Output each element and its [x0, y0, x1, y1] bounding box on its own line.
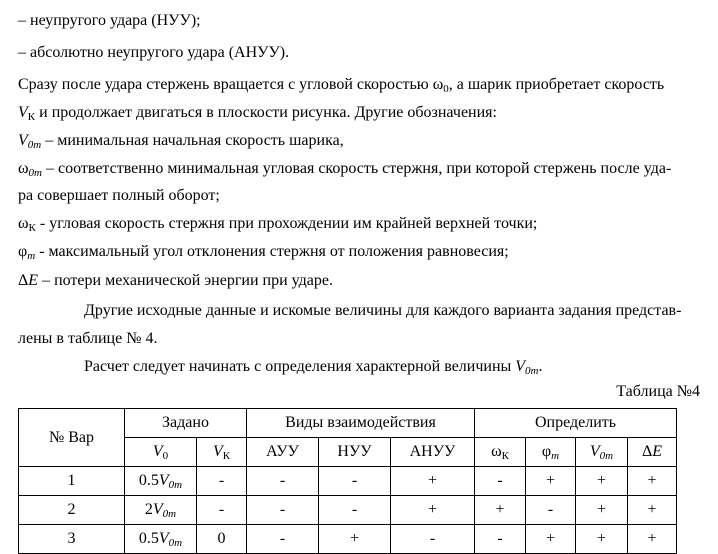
cell-wk: -	[475, 467, 526, 496]
cell-var: 1	[19, 467, 125, 496]
table-caption: Таблица №4	[616, 383, 700, 400]
definition-wk: $\omega_К$ - угловая скорость стержня при прохождении им крайней верхней точки;	[18, 215, 538, 234]
cell-wk: +	[475, 496, 526, 525]
header-var: № Вар	[19, 409, 125, 467]
paragraph-line: Расчет следует начинать с определения характерной величины $V_{0m}$.	[84, 358, 543, 377]
cell-de: +	[628, 525, 677, 554]
cell-var: 3	[19, 525, 125, 554]
list-item-nuu: – неупругого удара (НУУ);	[18, 12, 201, 29]
subheader-v0m: $V_{0m}$	[576, 438, 628, 467]
cell-auu: -	[247, 525, 319, 554]
list-item-anuu: – абсолютно неупругого удара (АНУУ).	[18, 44, 290, 61]
cell-de: +	[628, 496, 677, 525]
table-row	[19, 467, 677, 496]
subheader-de: ΔE	[628, 438, 677, 467]
cell-phim: +	[526, 467, 576, 496]
cell-vk: -	[197, 467, 247, 496]
cell-phim: +	[526, 525, 576, 554]
paragraph-line: лены в таблице № 4.	[18, 330, 158, 347]
cell-vk: 0	[197, 525, 247, 554]
cell-anuu: -	[391, 525, 475, 554]
paragraph-line: Сразу после удара стержень вращается с угловой скоростью $\omega_0$, а шарик приобретает скорость	[18, 76, 665, 95]
subheader-auu: АУУ	[247, 438, 319, 467]
header-interaction-types: Виды взаимодействия	[247, 409, 475, 438]
definition-w0m: $\omega_{0m}$ – соответственно минимальная угловая скорость стержня, при которой стержень после уда-	[18, 160, 672, 179]
table-row	[19, 496, 677, 525]
subheader-anuu: АНУУ	[391, 438, 475, 467]
definition-de: ΔE – потери механической энергии при ударе.	[18, 272, 333, 289]
cell-auu: -	[247, 496, 319, 525]
definition-phim: $\varphi_m$ - максимальный угол отклонения стержня от положения равновесия;	[18, 243, 509, 262]
table-header-row	[19, 409, 677, 438]
cell-nuu: -	[319, 496, 391, 525]
paragraph-line: $V_К$ и продолжает двигаться в плоскости рисунка. Другие обозначения:	[18, 104, 497, 123]
table-row	[19, 525, 677, 554]
definition-v0m: $V_{0m}$ – минимальная начальная скорость шарика,	[18, 132, 344, 151]
data-table	[18, 408, 677, 554]
cell-vk: -	[197, 496, 247, 525]
cell-v0m: +	[576, 496, 628, 525]
cell-anuu: +	[391, 467, 475, 496]
cell-de: +	[628, 467, 677, 496]
cell-v0m: +	[576, 467, 628, 496]
cell-v0: $2V_{0m}$	[125, 496, 197, 525]
cell-auu: -	[247, 467, 319, 496]
cell-anuu: +	[391, 496, 475, 525]
paragraph-line: Другие исходные данные и искомые величины для каждого варианта задания представ-	[84, 302, 682, 319]
subheader-v0: $V_0$	[125, 438, 197, 467]
cell-nuu: -	[319, 467, 391, 496]
cell-var: 2	[19, 496, 125, 525]
cell-wk: -	[475, 525, 526, 554]
cell-phim: -	[526, 496, 576, 525]
cell-v0m: +	[576, 525, 628, 554]
header-given: Задано	[125, 409, 247, 438]
cell-nuu: +	[319, 525, 391, 554]
paragraph-line: ра совершает полный оборот;	[18, 187, 220, 204]
cell-v0: $0.5V_{0m}$	[125, 525, 197, 554]
subheader-wk: $\omega_К$	[475, 438, 526, 467]
cell-v0: $0.5V_{0m}$	[125, 467, 197, 496]
header-find: Определить	[475, 409, 677, 438]
subheader-vk: $V_К$	[197, 438, 247, 467]
subheader-nuu: НУУ	[319, 438, 391, 467]
subheader-phim: $\varphi_m$	[526, 438, 576, 467]
